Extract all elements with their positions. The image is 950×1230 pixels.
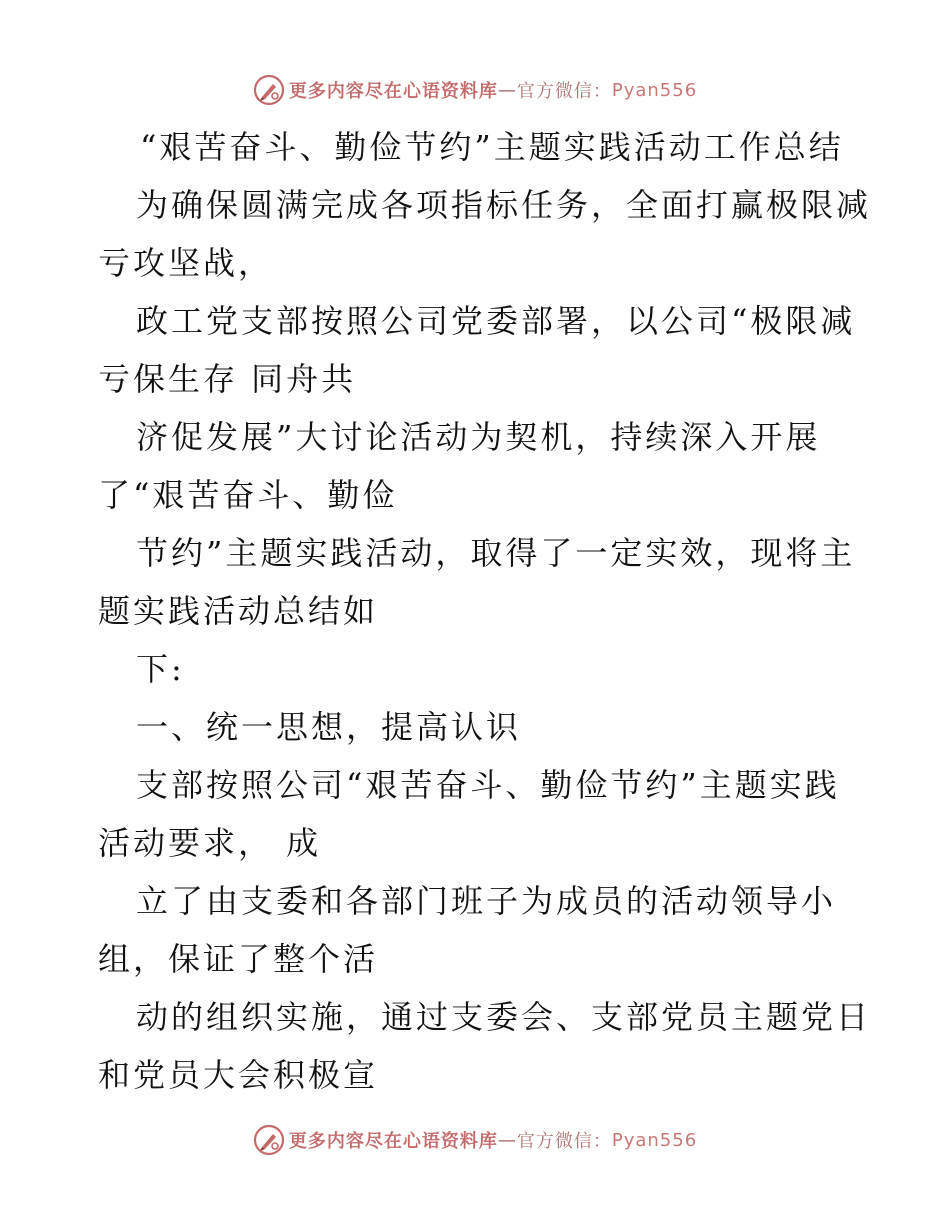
watermark-wechat-label: 官方微信： xyxy=(516,81,612,102)
watermark-site-text: 更多内容尽在心语资料库 xyxy=(288,1131,498,1152)
document-body xyxy=(98,118,872,1104)
header-watermark xyxy=(0,70,950,110)
pen-logo-icon xyxy=(253,1124,285,1156)
text-line: 政工党支部按照公司党委部署，以公司“极限减 xyxy=(136,302,856,340)
watermark-wechat-id: Pyan556 xyxy=(611,79,698,101)
text-line: 组，保证了整个活 xyxy=(98,940,379,978)
watermark-separator: — xyxy=(497,1129,517,1151)
watermark-wechat-id: Pyan556 xyxy=(611,1129,698,1151)
text-line: 济促发展”大讨论活动为契机，持续深入开展 xyxy=(136,418,821,456)
watermark-separator: — xyxy=(497,79,517,101)
text-line: 亏攻坚战， xyxy=(98,244,274,282)
text-line: 了“艰苦奋斗、勤俭 xyxy=(98,476,398,514)
section-heading: 一、统一思想，提高认识 xyxy=(136,708,522,746)
pen-logo-icon xyxy=(253,74,285,106)
text-line: 立了由支委和各部门班子为成员的活动领导小 xyxy=(136,882,837,920)
watermark-site-text: 更多内容尽在心语资料库 xyxy=(288,81,498,102)
text-line: 活动要求， 成 xyxy=(98,824,322,862)
text-line: 和党员大会积极宣 xyxy=(98,1056,379,1094)
document-title: “艰苦奋斗、勤俭节约”主题实践活动工作总结 xyxy=(140,128,844,166)
text-line: 动的组织实施，通过支委会、支部党员主题党日 xyxy=(136,998,872,1036)
text-line: 节约”主题实践活动，取得了一定实效，现将主 xyxy=(136,534,856,572)
footer-watermark xyxy=(0,1120,950,1160)
text-line: 题实践活动总结如 xyxy=(98,592,379,630)
text-line: 下: xyxy=(136,650,185,688)
text-line: 亏保生存 同舟共 xyxy=(98,360,357,398)
text-line: 为确保圆满完成各项指标任务，全面打赢极限减 xyxy=(136,186,872,224)
text-line: 支部按照公司“艰苦奋斗、勤俭节约”主题实践 xyxy=(136,766,840,804)
watermark-wechat-label: 官方微信： xyxy=(516,1131,612,1152)
